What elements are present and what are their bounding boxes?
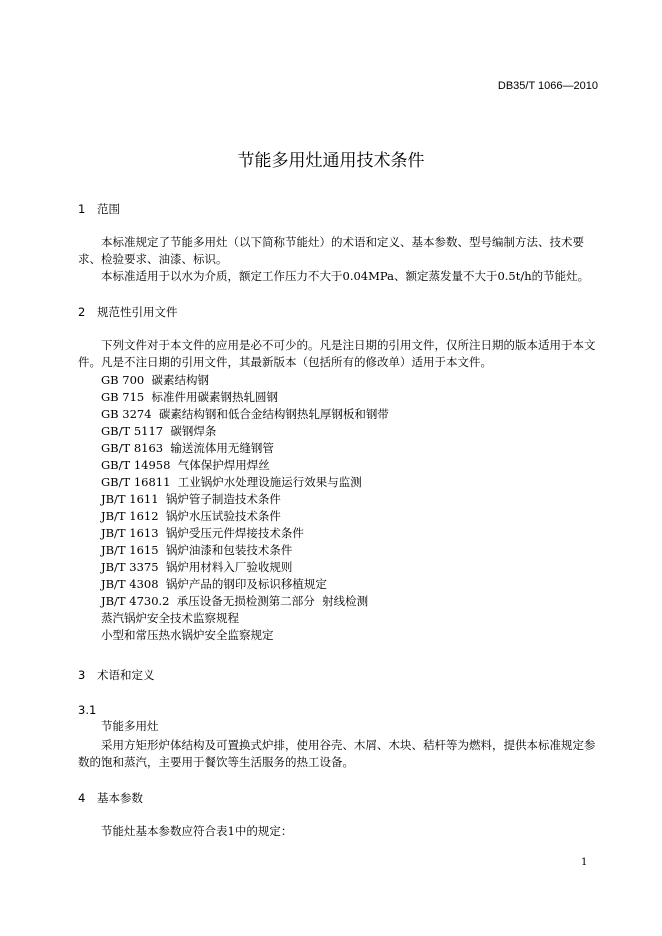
standard-code: DB35/T 1066—2010 — [497, 80, 598, 92]
reference-item: 小型和常压热水锅炉安全监察规定 — [101, 628, 274, 642]
reference-item: GB/T 5117 碳钢焊条 — [101, 424, 217, 438]
reference-item: GB/T 14958 气体保护焊用焊丝 — [101, 458, 270, 472]
basic-params-paragraph: 节能灶基本参数应符合表1中的规定： — [101, 824, 293, 838]
clause-number: 3.1 — [78, 703, 97, 717]
reference-item: GB/T 8163 输送流体用无缝钢管 — [101, 441, 274, 455]
reference-item: JB/T 1612 锅炉水压试验技术条件 — [101, 509, 281, 523]
section-4-heading — [78, 790, 143, 806]
reference-item: GB 700 碳素结构钢 — [101, 373, 210, 387]
section-number: 2 — [78, 305, 86, 319]
section-title: 范围 — [97, 202, 120, 216]
reference-item: JB/T 4308 锅炉产品的钢印及标识移植规定 — [101, 577, 327, 591]
section-2-heading — [78, 304, 178, 320]
reference-item: JB/T 4730.2 承压设备无损检测第二部分 射线检测 — [101, 594, 369, 608]
section-title: 术语和定义 — [97, 668, 155, 682]
reference-item: 蒸汽锅炉安全技术监察规程 — [101, 611, 239, 625]
reference-item: GB 715 标准件用碳素钢热轧圆钢 — [101, 390, 279, 404]
reference-item: GB 3274 碳素结构钢和低合金结构钢热轧厚钢板和钢带 — [101, 407, 389, 421]
term-name: 节能多用灶 — [101, 719, 159, 733]
reference-item: GB/T 16811 工业锅炉水处理设施运行效果与监测 — [101, 475, 362, 489]
page-number: 1 — [581, 857, 588, 868]
term-definition: 采用方矩形炉体结构及可置换式炉排，使用谷壳、木屑、木块、秸杆等为燃料，提供本标准规定参数的饱和蒸汽，主要用于餐饮等生活服务的热工设备。 — [78, 738, 596, 769]
section-title: 规范性引用文件 — [97, 305, 178, 319]
section-number: 4 — [78, 791, 86, 805]
section-number: 1 — [78, 202, 86, 216]
reference-item: JB/T 3375 锅炉用材料入厂验收规则 — [101, 560, 293, 574]
document-title: 节能多用灶通用技术条件 — [237, 151, 425, 171]
section-title: 基本参数 — [97, 791, 143, 805]
scope-paragraph: 本标准规定了节能多用灶（以下简称节能灶）的术语和定义、基本参数、型号编制方法、技术要求、检验要求、油漆、标识。 — [78, 235, 584, 266]
references-intro: 下列文件对于本文件的应用是必不可少的。凡是注日期的引用文件，仅所注日期的版本适用于本文件。凡是不注日期的引用文件，其最新版本（包括所有的修改单）适用于本文件。 — [78, 338, 596, 369]
section-number: 3 — [78, 668, 86, 682]
section-1-heading — [78, 201, 120, 217]
section-3-heading — [78, 667, 155, 683]
reference-item: JB/T 1615 锅炉油漆和包装技术条件 — [101, 543, 293, 557]
scope-applicability: 本标准适用于以水为介质，额定工作压力不大于0.04MPa、额定蒸发量不大于0.5t/h的节能灶。 — [101, 269, 590, 283]
reference-item: JB/T 1611 锅炉管子制造技术条件 — [101, 492, 281, 506]
reference-item: JB/T 1613 锅炉受压元件焊接技术条件 — [101, 526, 304, 540]
